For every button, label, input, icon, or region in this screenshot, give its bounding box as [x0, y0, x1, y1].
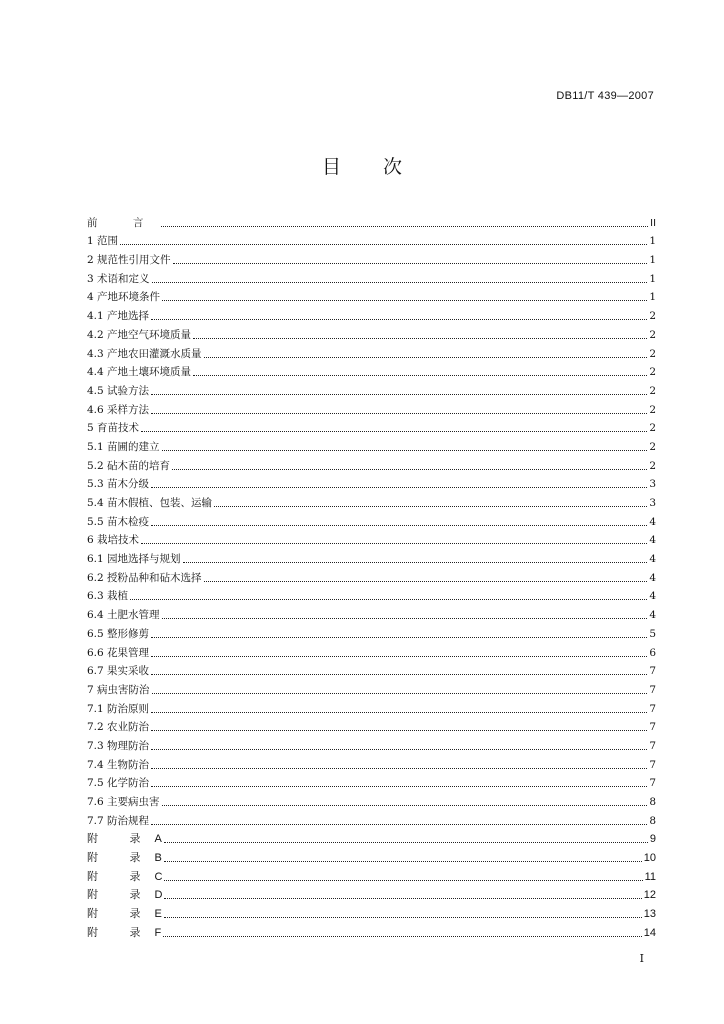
toc-entry[interactable] [87, 510, 656, 529]
toc-entry-page: 2 [649, 440, 656, 453]
toc-entry-page: 1 [649, 254, 656, 267]
toc-entry-page: 4 [649, 553, 656, 566]
toc-entry-page: II [650, 216, 656, 229]
toc-entry-label: 7.2 农业防治 [87, 721, 150, 734]
toc-entry[interactable] [87, 454, 656, 473]
toc-entry-label [87, 888, 162, 902]
dot-leader [130, 598, 647, 600]
dot-leader [162, 617, 648, 619]
toc-entry-label: 5.2 砧木苗的培育 [87, 459, 171, 472]
toc-entry[interactable] [87, 417, 656, 436]
toc-entry[interactable] [87, 678, 656, 697]
appendix-prefix: 附 录 [87, 925, 155, 939]
toc-entry[interactable] [87, 622, 656, 641]
toc-entry[interactable] [87, 361, 656, 380]
toc-entry-page: 7 [649, 665, 656, 678]
toc-entry-label: 5 育苗技术 [87, 422, 140, 435]
toc-entry[interactable] [87, 211, 656, 230]
toc-entry-label: 1 范围 [87, 235, 119, 248]
toc-entry[interactable] [87, 753, 656, 772]
toc-entry-label [87, 907, 162, 921]
appendix-prefix: 附 录 [87, 832, 155, 846]
toc-entry-page: 4 [649, 515, 656, 528]
toc-entry-label: 6.7 果实采收 [87, 665, 150, 678]
toc-appendix-entry[interactable] [87, 865, 656, 884]
toc-appendix-entry[interactable] [87, 921, 656, 940]
toc-entry-page: 5 [649, 627, 656, 640]
toc-entry-page: 1 [649, 291, 656, 304]
toc-entry[interactable] [87, 566, 656, 585]
dot-leader [141, 430, 647, 432]
appendix-letter: F [154, 926, 162, 939]
toc-entry-page: 13 [643, 908, 656, 921]
appendix-letter: B [154, 852, 162, 865]
toc-entry-label: 5.3 苗木分级 [87, 478, 150, 491]
dot-leader [162, 449, 648, 451]
dot-leader [151, 748, 647, 750]
toc-entry[interactable] [87, 248, 656, 267]
dot-leader [152, 692, 648, 694]
toc-entry-label: 7.7 防治规程 [87, 814, 150, 827]
toc-entry-page: 7 [649, 683, 656, 696]
toc-entry[interactable] [87, 772, 656, 791]
toc-entry-label [87, 851, 162, 865]
toc-entry[interactable] [87, 286, 656, 305]
toc-entry[interactable] [87, 734, 656, 753]
toc-entry-page: 4 [649, 590, 656, 603]
toc-entry[interactable] [87, 230, 656, 249]
toc-title: 目 次 [321, 156, 421, 178]
toc-appendix-entry[interactable] [87, 884, 656, 903]
toc-entry-label: 4.4 产地土壤环境质量 [87, 366, 192, 379]
toc-appendix-entry[interactable] [87, 846, 656, 865]
toc-entry-label: 6.6 花果管理 [87, 646, 150, 659]
toc-entry-label: 4.5 试验方法 [87, 384, 150, 397]
appendix-letter: A [154, 833, 162, 846]
dot-leader [151, 486, 647, 488]
dot-leader [120, 243, 647, 245]
toc-entry[interactable] [87, 342, 656, 361]
toc-entry-page: 12 [643, 889, 656, 902]
toc-entry-label: 7.3 物理防治 [87, 739, 150, 752]
dot-leader [151, 524, 647, 526]
toc-entry-page: 10 [643, 852, 656, 865]
toc-entry-label: 前 言 [87, 216, 160, 229]
toc-entry-label: 4 产地环境条件 [87, 291, 161, 304]
toc-entry[interactable] [87, 603, 656, 622]
toc-entry-page: 3 [649, 478, 656, 491]
toc-entry[interactable] [87, 379, 656, 398]
toc-entry-label [87, 926, 161, 940]
toc-entry-page: 7 [649, 758, 656, 771]
toc-entry-label: 6.5 整形修剪 [87, 627, 150, 640]
toc-entry-page: 7 [649, 702, 656, 715]
toc-entry[interactable] [87, 435, 656, 454]
toc-entry-page: 2 [649, 459, 656, 472]
toc-entry[interactable] [87, 473, 656, 492]
document-code: DB11/T 439—2007 [556, 90, 654, 102]
dot-leader [151, 823, 647, 825]
toc-entry-label: 6.3 栽植 [87, 590, 129, 603]
toc-entry-page: 4 [649, 534, 656, 547]
toc-entry-page: 2 [649, 384, 656, 397]
toc-entry[interactable] [87, 716, 656, 735]
appendix-prefix: 附 录 [87, 888, 155, 902]
toc-entry[interactable] [87, 491, 656, 510]
toc-entry[interactable] [87, 529, 656, 548]
dot-leader [164, 897, 641, 899]
toc-entry[interactable] [87, 809, 656, 828]
dot-leader [183, 561, 648, 563]
dot-leader [151, 729, 647, 731]
toc-entry-label: 4.2 产地空气环境质量 [87, 328, 192, 341]
toc-entry-label: 7.5 化学防治 [87, 777, 150, 790]
dot-leader [204, 580, 648, 582]
toc-entry-page: 2 [649, 310, 656, 323]
appendix-prefix: 附 录 [87, 907, 155, 921]
dot-leader [162, 299, 647, 301]
toc-entry-label: 4.6 采样方法 [87, 403, 150, 416]
dot-leader [164, 916, 642, 918]
toc-entry-page: 9 [649, 833, 656, 846]
toc-entry-label: 6.1 园地选择与规划 [87, 553, 181, 566]
toc-entry-label [87, 870, 162, 884]
toc-entry[interactable] [87, 697, 656, 716]
dot-leader [151, 655, 647, 657]
toc-entry-label: 4.3 产地农田灌溉水质量 [87, 347, 202, 360]
appendix-letter: E [154, 908, 162, 921]
dot-leader [214, 505, 647, 507]
dot-leader [164, 879, 642, 881]
toc-entry-page: 7 [649, 739, 656, 752]
toc-entry-label: 6 栽培技术 [87, 534, 140, 547]
dot-leader [151, 636, 647, 638]
toc-entry[interactable] [87, 585, 656, 604]
toc-entry[interactable] [87, 790, 656, 809]
toc-entry-page: 4 [649, 571, 656, 584]
dot-leader [162, 804, 648, 806]
toc-entry[interactable] [87, 323, 656, 342]
toc-entry-label: 5.1 苗圃的建立 [87, 440, 160, 453]
dot-leader [152, 281, 648, 283]
toc-entry-label: 6.4 土肥水管理 [87, 609, 160, 622]
toc-entry-label: 6.2 授粉品种和砧木选择 [87, 571, 202, 584]
toc-entry-label: 7.1 防治原则 [87, 702, 150, 715]
dot-leader [151, 711, 647, 713]
toc-entry[interactable] [87, 398, 656, 417]
appendix-letter: D [154, 889, 163, 902]
toc-entry-page: 7 [649, 721, 656, 734]
toc-entry-page: 6 [649, 646, 656, 659]
toc-entry-label [87, 832, 162, 846]
dot-leader [193, 374, 647, 376]
dot-leader [151, 318, 647, 320]
toc-entry-page: 7 [649, 777, 656, 790]
dot-leader [161, 225, 648, 227]
dot-leader [173, 262, 648, 264]
dot-leader [193, 337, 647, 339]
toc-entry[interactable] [87, 267, 656, 286]
toc-entry-label: 5.5 苗木检疫 [87, 515, 150, 528]
toc-entry[interactable] [87, 641, 656, 660]
dot-leader [164, 841, 648, 843]
toc-entry-page: 2 [649, 328, 656, 341]
toc-entry[interactable] [87, 660, 656, 679]
appendix-prefix: 附 录 [87, 869, 155, 883]
toc-entry-page: 2 [649, 422, 656, 435]
toc-entry-page: 4 [649, 609, 656, 622]
toc-entry-page: 2 [649, 347, 656, 360]
toc-entry[interactable] [87, 304, 656, 323]
toc-entry-page: 2 [649, 403, 656, 416]
toc-entry-page: 8 [649, 796, 656, 808]
toc-entry-page: 1 [649, 235, 656, 248]
dot-leader [163, 935, 642, 937]
toc-entry-label: 7 病虫害防治 [87, 683, 150, 696]
toc-entry-label: 2 规范性引用文件 [87, 254, 171, 267]
toc-entry-page: 3 [649, 497, 656, 509]
dot-leader [141, 542, 647, 544]
dot-leader [164, 860, 642, 862]
toc-entry-page: 11 [644, 870, 656, 883]
toc-entry[interactable] [87, 547, 656, 566]
dot-leader [172, 468, 647, 470]
toc-appendix-entry[interactable] [87, 902, 656, 921]
dot-leader [151, 785, 647, 787]
dot-leader [151, 767, 647, 769]
appendix-prefix: 附 录 [87, 851, 155, 865]
toc-entry-label: 7.6 主要病虫害 [87, 796, 160, 808]
toc-entry-label: 4.1 产地选择 [87, 310, 150, 323]
dot-leader [151, 673, 647, 675]
toc-entry-page: 1 [649, 272, 656, 285]
toc-appendix-entry[interactable] [87, 828, 656, 847]
appendix-letter: C [154, 870, 163, 883]
dot-leader [204, 356, 648, 358]
toc-entry-label: 5.4 苗木假植、包装、运输 [87, 497, 213, 509]
toc-entry-page: 14 [643, 926, 656, 939]
dot-leader [151, 412, 647, 414]
toc-entry-page: 2 [649, 366, 656, 379]
table-of-contents [87, 211, 656, 940]
page-number: I [639, 952, 644, 965]
dot-leader [151, 393, 647, 395]
toc-entry-page: 8 [649, 814, 656, 827]
toc-entry-label: 7.4 生物防治 [87, 758, 150, 771]
toc-entry-label: 3 术语和定义 [87, 272, 150, 285]
